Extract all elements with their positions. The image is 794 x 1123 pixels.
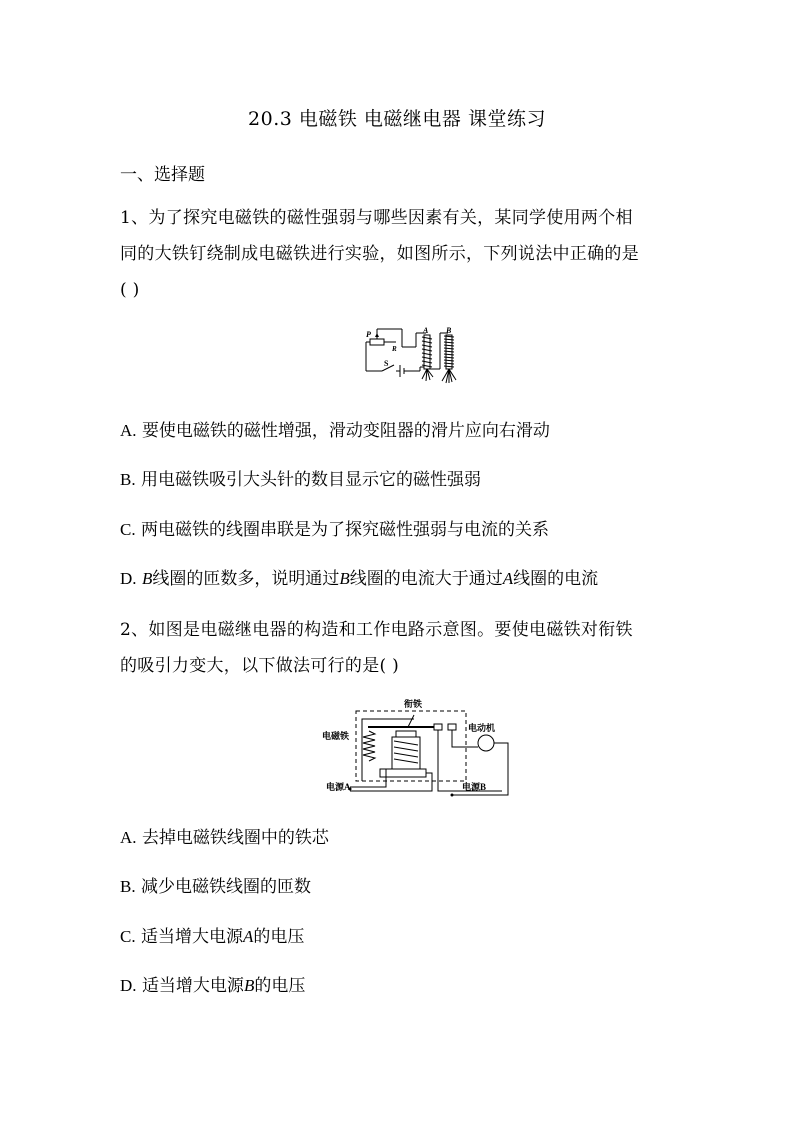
pins-a: [422, 369, 433, 381]
question-2-stem: [120, 612, 680, 684]
label-b: B: [446, 326, 452, 335]
question-2-stem-line: 2、如图是电磁继电器的构造和工作电路示意图。要使电磁铁对衔铁: [120, 620, 633, 640]
question-1-option-c: [120, 518, 700, 542]
page-title: 20.3 电磁铁 电磁继电器 课堂练习: [248, 108, 546, 130]
option-text: 线圈的电流大于通过: [349, 569, 503, 589]
question-1-figure: [360, 325, 470, 387]
spring: [363, 731, 375, 761]
variable: B: [243, 976, 255, 995]
question-2-option-a: [120, 826, 700, 850]
label-source-a: 电源A: [326, 782, 351, 792]
question-1-stem-line: 同的大铁钉绕制成电磁铁进行实验，如图所示，下列说法中正确的是: [120, 244, 639, 264]
relay-frame: [362, 719, 414, 781]
option-label: C.: [120, 927, 136, 946]
question-2-figure: [322, 697, 522, 801]
label-electromagnet: 电磁铁: [322, 731, 350, 741]
option-text: 去掉电磁铁线圈中的铁芯: [141, 828, 329, 848]
question-1-option-d: [120, 567, 700, 591]
option-label: C.: [120, 520, 136, 539]
label-p: P: [366, 330, 371, 339]
option-text: 的电压: [254, 976, 306, 996]
question-1-option-a: [120, 419, 700, 443]
option-label: A.: [120, 828, 137, 847]
variable: B: [339, 569, 350, 588]
option-text: 适当增大电源: [141, 927, 243, 947]
question-2-option-d: [120, 974, 700, 998]
option-label: A.: [120, 421, 137, 440]
label-r: R: [392, 345, 397, 353]
motor: [478, 735, 494, 751]
question-2-option-b: [120, 875, 700, 899]
variable: A: [243, 927, 254, 946]
option-label: B.: [120, 877, 136, 896]
label-motor: 电动机: [468, 723, 496, 733]
question-1-stem-line: 1、为了探究电磁铁的磁性强弱与哪些因素有关，某同学使用两个相: [120, 208, 633, 228]
electromagnet-a: [424, 335, 430, 369]
option-text: 适当增大电源: [141, 976, 244, 996]
option-text: 用电磁铁吸引大头针的数目显示它的磁性强弱: [141, 470, 481, 490]
label-a: A: [423, 326, 429, 335]
label-source-b: 电源B: [462, 782, 487, 792]
option-text: 两电磁铁的线圈串联是为了探究磁性强弱与电流的关系: [141, 520, 549, 540]
question-1-stem-line: ( ): [120, 280, 140, 300]
option-label: D.: [120, 569, 137, 588]
variable: B: [141, 569, 153, 588]
option-label: D.: [120, 976, 137, 995]
question-1-stem: [120, 200, 680, 308]
option-text: 线圈的匝数多，说明通过: [152, 569, 340, 589]
option-text: 的电压: [253, 927, 305, 947]
label-armature: 衔铁: [404, 699, 423, 709]
option-text: 要使电磁铁的磁性增强，滑动变阻器的滑片应向右滑动: [141, 421, 550, 441]
label-s: S: [384, 359, 389, 368]
option-label: B.: [120, 470, 136, 489]
question-1-option-b: [120, 468, 700, 492]
pins-b: [442, 369, 456, 383]
option-text: 线圈的电流: [513, 569, 599, 589]
option-text: 减少电磁铁线圈的匝数: [141, 877, 311, 897]
section-heading: 一、选择题: [120, 165, 205, 185]
rheostat: [370, 339, 384, 345]
question-2-option-c: [120, 925, 700, 949]
question-2-stem-line: 的吸引力变大，以下做法可行的是( ): [120, 656, 400, 676]
variable: A: [502, 569, 514, 588]
